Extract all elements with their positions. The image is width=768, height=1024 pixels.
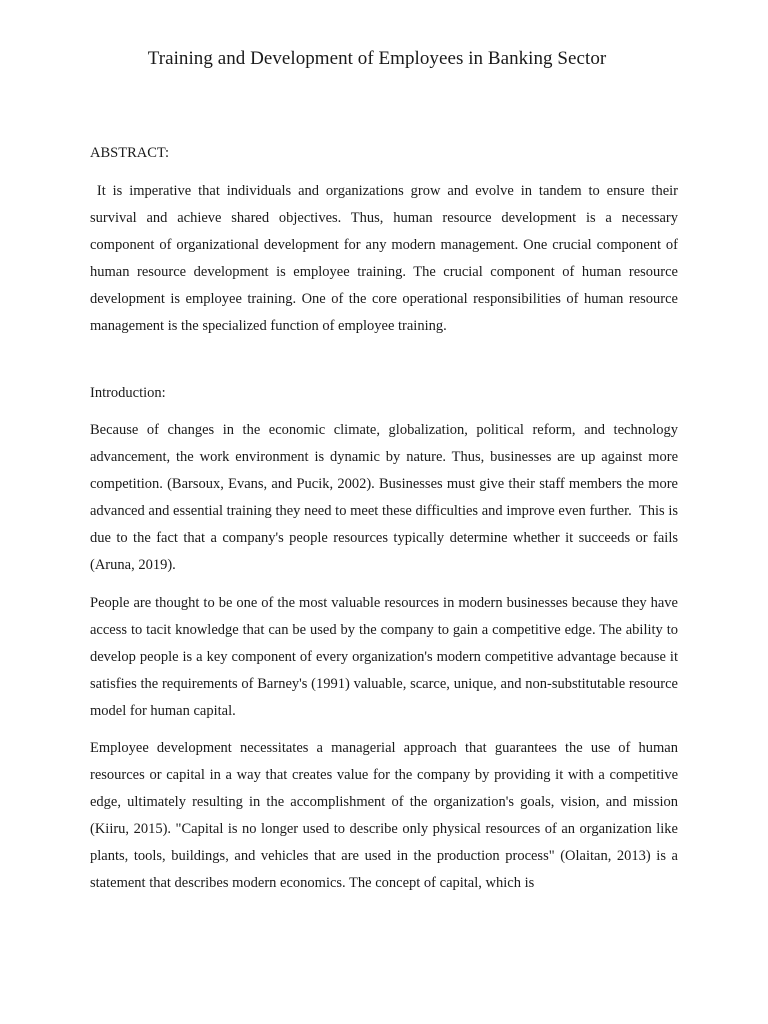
document-title: Training and Development of Employees in Banking Sector [147,48,607,69]
abstract-heading: ABSTRACT: [90,145,170,161]
abstract-paragraph: It is imperative that individuals and organizations grow and evolve in tandem to ensure their survival and achieve shared objectives. Thus, human resource development is a necessary component of organizational development for any modern management. One crucial component of human resource development is employee training. The crucial component of human resource development is employee training. One of the core operational responsibilities of human resource management is the specialized function of employee training. [90,183,678,334]
introduction-heading: Introduction: [90,385,166,402]
introduction-paragraph-3: Employee development necessitates a managerial approach that guarantees the use of human resources or capital in a way that creates value for the company by providing it with a competitive edge, ultimately resulting in the accomplishment of the organization's goals, vision, and mission (Kiiru, 2015). "Capital is no longer used to describe only physical resources of an organization like plants, tools, buildings, and vehicles that are used in the production process" (Olaitan, 2013) is a statement that describes modern economics. The concept of capital, which is [90,740,678,891]
introduction-paragraph-1: Because of changes in the economic climate, globalization, political reform, and technology advancement, the work environment is dynamic by nature. Thus, businesses are up against more competition. (Barsoux, Evans, and Pucik, 2002). Businesses must give their staff members the more advanced and essential training they need to meet these difficulties and improve even further. This is due to the fact that a company's people resources typically determine whether it succeeds or fails (Aruna, 2019). [90,422,678,573]
introduction-paragraph-2: People are thought to be one of the most valuable resources in modern businesses because they have access to tacit knowledge that can be used by the company to gain a competitive edge. The ability to develop people is a key component of every organization's modern competitive advantage because it satisfies the requirements of Barney's (1991) valuable, scarce, unique, and non-substitutable resource model for human capital. [90,594,678,719]
document-body [90,143,678,897]
